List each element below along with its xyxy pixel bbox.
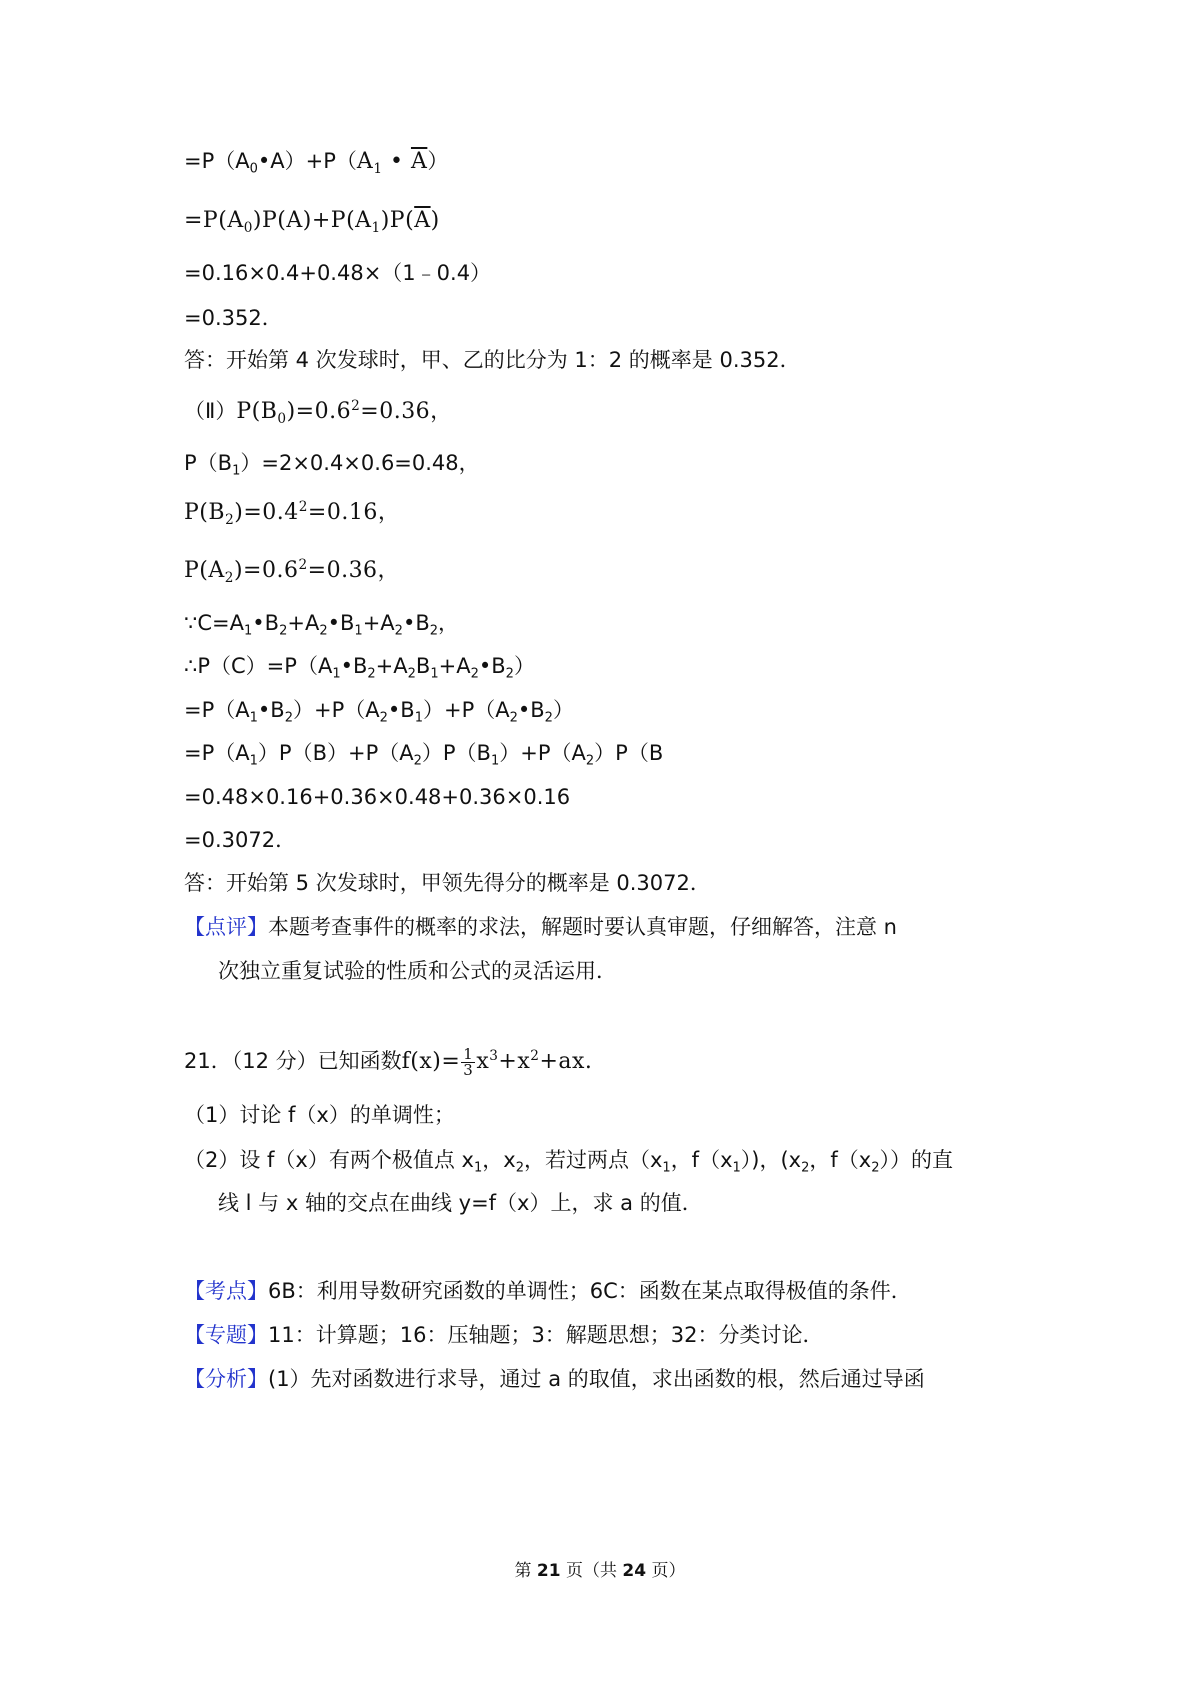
question-21-title: 21．（12 分）已知函数f(x)= $\frac{1}{3}$ $x^3+x^2+ax$.: [184, 1044, 593, 1079]
kaodian-tag: 【考点】: [184, 1279, 268, 1303]
part-2-line: $(Ⅱ)P(B_0)=0.6^2=0.36$，: [184, 397, 453, 427]
fenxi-tag: 【分析】: [184, 1367, 268, 1391]
review-line-2: 次独立重复试验的性质和公式的灵活运用．: [218, 959, 617, 983]
expand-line-2: $=P(A_1)P(B)+P(A_2)P(B_1)+P(A_2)P(B$: [184, 741, 664, 769]
page-number: 21: [536, 1561, 561, 1581]
pa2-line: $P(A_2)=0.6^2=0.36$，: [184, 556, 401, 586]
page-total: 24: [622, 1561, 647, 1581]
fraction-one-third: $\frac{1}{3}$: [463, 1044, 474, 1079]
zhuanti-line: 【专题】11：计算题；16：压轴题；3：解题思想；32：分类讨论．: [184, 1323, 824, 1347]
page-footer: 第 21 页（共 24 页）: [514, 1561, 686, 1581]
question-21-part-2: （2）设 f（x）有两个极值点 $x_1$，$x_2$，若过两点（$x_1$，$f(x_1)$)，($x_2$，$f(x_2)$）的直: [184, 1148, 954, 1176]
pb1-line: $P(B_1)=2\times 0.4\times 0.6=0.48$，: [184, 451, 480, 479]
kaodian-line: 【考点】6B：利用导数研究函数的单调性；6C：函数在某点取得极值的条件．: [184, 1279, 912, 1303]
therefore-line: $\therefore P(C)=P(A_1•B_2+A_2B_1+A_2•B_2)$: [184, 654, 535, 682]
because-line: $\because C=A_1•B_2+A_2•B_1+A_2•B_2$，: [184, 611, 460, 639]
fenxi-line: 【分析】(1）先对函数进行求导，通过 a 的取值，求出函数的根，然后通过导函: [184, 1367, 925, 1391]
question-21-part-1: （1）讨论 f（x）的单调性；: [184, 1103, 455, 1127]
question-21-part-2-cont: 线 l 与 x 轴的交点在曲线 y=f（x）上，求 a 的值．: [218, 1191, 703, 1215]
equation-line-4: =0.352．: [184, 306, 283, 330]
equation-line-3: =0.16×0.4+0.48×（1﹣0.4）: [184, 261, 492, 285]
review-tag: 【点评】: [184, 915, 268, 939]
expand-line-1: $=P(A_1•B_2)+P(A_2•B_1)+P(A_2•B_2)$: [184, 698, 574, 726]
result-line: =0.3072．: [184, 828, 297, 852]
pb2-line: $P(B_2)=0.4^2=0.16$，: [184, 498, 401, 528]
answer-line-1: 答：开始第 4 次发球时，甲、乙的比分为 1：2 的概率是 0.352．: [184, 348, 801, 372]
equation-line-1: $=P(A_0•A)+P(A_1$ • $\overline{A}$）: [184, 149, 449, 177]
review-line-1: 【点评】本题考查事件的概率的求法，解题时要认真审题，仔细解答，注意 n: [184, 915, 897, 939]
zhuanti-tag: 【专题】: [184, 1323, 268, 1347]
calc-line: =0.48×0.16+0.36×0.48+0.36×0.16: [184, 785, 571, 809]
answer-line-2: 答：开始第 5 次发球时，甲领先得分的概率是 0.3072．: [184, 871, 711, 895]
equation-line-2: $=P(A_0)P(A)+P(A_1)P(\overline{A})$: [184, 208, 440, 236]
